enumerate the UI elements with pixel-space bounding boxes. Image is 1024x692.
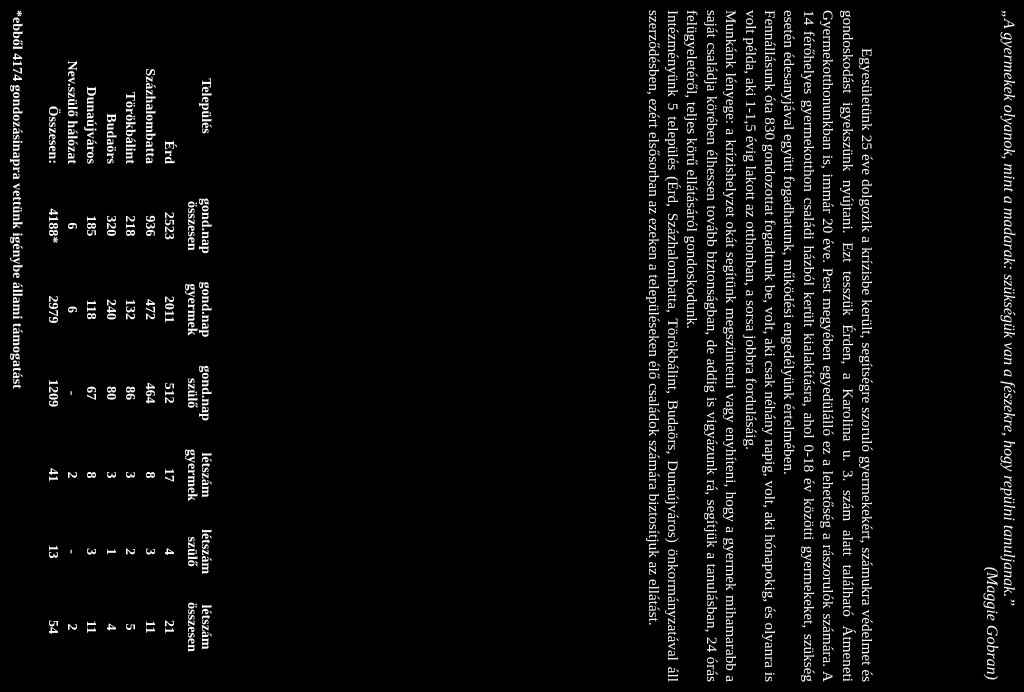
- table-cell: 2: [63, 471, 79, 479]
- table-row: [139, 28, 158, 666]
- table-cell: 118: [83, 299, 99, 320]
- table-cell: 240: [102, 298, 118, 320]
- table-row: [62, 28, 81, 666]
- table-cell: 17: [161, 468, 176, 483]
- epigraph-quote: „A gyermekek olyanok, mint a madarak: szükségük van a fészekre, hogy repülni tanuljanak.”: [1000, 10, 1017, 607]
- table-cell: 4: [102, 623, 118, 631]
- paragraph: Munkánk lényege: a krízishelyzet okát segítünk megszüntetni vagy enyhíteni, hogy a gyermek mihamarabb a saját családja körében élhessen tovább biztonságban, de addig is vigyázunk rá, segítjük a tanulásban, 24 órás felügyeletéről, teljes körű ellátásáról gondoskodunk.: [683, 10, 740, 682]
- column-header-settlement: Település: [198, 78, 213, 134]
- table-cell: -: [63, 390, 79, 396]
- table-cell: -: [63, 549, 79, 554]
- table-cell: 2523: [161, 211, 176, 240]
- table-cell: 8: [141, 471, 157, 479]
- table-cell: 185: [83, 215, 99, 237]
- table-cell: 320: [102, 215, 118, 237]
- table-cell: 3: [102, 471, 118, 479]
- table-cell-settlement: Nev.szülő hálózat: [63, 60, 79, 164]
- table-cell-settlement: Budaörs: [102, 113, 118, 164]
- table-cell: 1: [102, 548, 118, 556]
- table-cell-settlement: Százhalombatta: [141, 68, 157, 164]
- table-cell-settlement: Érd: [161, 140, 176, 164]
- column-header: gond.nap szülő: [184, 365, 213, 421]
- column-header: létszám szülő: [184, 529, 213, 575]
- table-cell: 512: [161, 382, 176, 404]
- table-row: [159, 28, 178, 666]
- column-header: létszám összesen: [184, 602, 213, 652]
- table-cell: 6: [63, 305, 79, 313]
- table-cell: 11: [83, 620, 99, 634]
- table-cell: 11: [141, 620, 157, 634]
- table-cell: 67: [83, 386, 99, 401]
- epigraph-author: (Maggie Gobran): [983, 566, 1000, 680]
- statistics-table: [42, 28, 212, 666]
- table-cell: 464: [141, 382, 157, 404]
- footnote: *ebből 4174 gondozásinapra vettünk igénybe állami támogatást: [9, 10, 24, 389]
- table-cell: 13: [44, 544, 60, 559]
- body-text: [643, 10, 876, 682]
- table-cell: 1209: [44, 379, 60, 408]
- table-row: [81, 28, 100, 666]
- table-cell: 80: [102, 386, 118, 401]
- paragraph: Egyesületünk 25 éve dolgozik a krízisbe került, segítségre szoruló gyermekekért, számukra védelmet és gondoskodást igyekszünk nyújtani. Ezt tesszük Érden, a Karolina u. 3. szám alatt található Átmeneti Gyermekotthonunkban is, immár 20 éve. Pest megyében egyedülálló ez a lehetőség a rászorulók számára. A 14 férőhelyes gyermekotthon családi házból került kialakításra, ahol 0-18 év közötti gyermekeket, szükség esetén édesanyjával együtt fogadhatunk, működési engedélyünk értelmében.: [780, 10, 875, 682]
- table-cell-settlement: Összesen:: [44, 105, 60, 164]
- table-cell: 21: [161, 620, 176, 635]
- column-header: gond.nap gyermek: [184, 281, 213, 338]
- table-header-row: [178, 28, 212, 666]
- table-cell: 2: [63, 623, 79, 631]
- table-cell: 3: [83, 548, 99, 556]
- table-cell: 54: [44, 620, 60, 635]
- table-total-row: [42, 28, 61, 666]
- table-row: [100, 28, 119, 666]
- table-cell: 2: [122, 548, 138, 556]
- column-header: létszám gyermek: [184, 448, 213, 502]
- table-cell-settlement: Dunaújváros: [83, 86, 99, 164]
- table-cell-settlement: Törökbálint: [122, 91, 138, 164]
- table-cell: 936: [141, 215, 157, 237]
- table-cell: 2979: [44, 295, 60, 324]
- table-cell: 4188*: [44, 208, 60, 244]
- table-cell: 86: [122, 386, 138, 401]
- table-cell: 3: [141, 548, 157, 556]
- table-cell: 5: [122, 623, 138, 631]
- table-cell: 3: [122, 471, 138, 479]
- table-cell: 4: [161, 548, 176, 556]
- table-cell: 2011: [161, 295, 176, 324]
- paragraph: Intézményünk 5 település (Érd, Százhalombatta, Törökbálint, Budaörs, Dunaújváros) önkormányzatával áll szerződésben, ezért elsősorban az ezeken a településeken élő családok számára biztosítjuk az ellátást.: [644, 10, 681, 682]
- table-cell: 6: [63, 222, 79, 230]
- table-row: [120, 28, 139, 666]
- table-cell: 8: [83, 471, 99, 479]
- table-cell: 41: [44, 468, 60, 483]
- table-cell: 132: [122, 298, 138, 320]
- table-cell: 472: [141, 298, 157, 320]
- paragraph: Fennállásunk óta 830 gondozottat fogadtunk be, volt, aki csak néhány napig, volt, aki hónapokig, és olyanra is volt példa, aki 1-1,5 évig lakott az otthonban, a sorsa jobbra fordulásáig.: [741, 10, 778, 682]
- table-cell: 218: [122, 215, 138, 237]
- column-header: gond.nap összesen: [184, 198, 213, 254]
